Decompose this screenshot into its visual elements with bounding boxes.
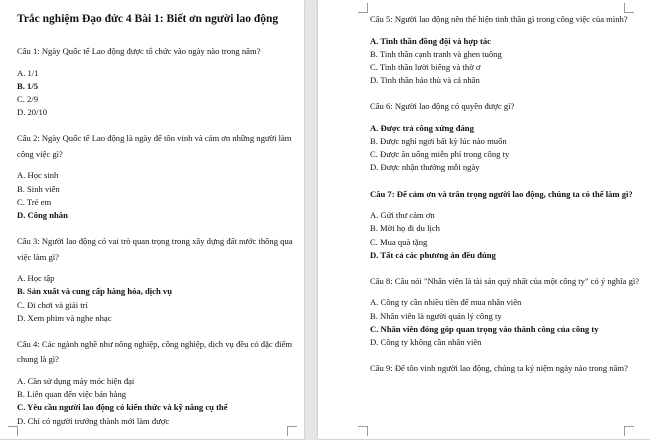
question-block <box>17 131 297 222</box>
answer-option: B. Được nghỉ ngơi bất kỳ lúc nào muốn <box>370 136 507 147</box>
question-text <box>17 337 297 368</box>
answer-option-correct: C. Nhân viên đóng góp quan trọng vào thành công của công ty <box>370 323 599 334</box>
question-text <box>370 12 640 28</box>
answer-option-correct: B. Sản xuất và cung cấp hàng hóa, dịch vụ <box>17 286 172 297</box>
document-page-left <box>0 0 304 439</box>
question-body: Người lao động có quyền được gì? <box>392 101 515 112</box>
document-title: Trắc nghiệm Đạo đức 4 Bài 1: Biết ơn người lao động <box>17 13 279 25</box>
answer-option-correct: D. Công nhân <box>17 209 68 220</box>
answer-option-correct: C. Yêu cầu người lao động có kiến thức và kỹ năng cụ thể <box>17 402 228 413</box>
page-corner-mark <box>358 426 368 436</box>
question-number: Câu 1: <box>17 46 40 56</box>
answer-option-correct: D. Tất cả các phương án đều đúng <box>370 249 496 260</box>
question-body: : Người lao động nên thể hiện tinh thần gì trong công việc của mình? <box>390 14 628 24</box>
answer-option: D. Chỉ có người trưởng thành mới làm được <box>17 415 170 426</box>
answer-option-correct: B. 1/5 <box>17 80 39 91</box>
question-number: Câu 8: <box>370 275 393 286</box>
answer-option: C. Được ăn uống miễn phí trong công ty <box>370 149 510 160</box>
question-list-left <box>17 44 297 428</box>
answer-option: C. 2/9 <box>17 93 39 104</box>
answer-option: D. Tinh thần báo thù và cá nhân <box>370 75 480 86</box>
answer-option: B. Sinh viên <box>17 183 60 194</box>
question-text <box>17 44 297 60</box>
page-corner-mark <box>358 3 368 13</box>
answer-option: D. Được nhận thưởng mỗi ngày <box>370 162 480 173</box>
question-body: Để tôn vinh người lao động, chúng ta kỷ niệm ngày nào trong năm? <box>392 363 628 374</box>
answer-option-correct: A. Tinh thần đồng đội và hợp tác <box>370 35 491 46</box>
answer-option: D. 20/10 <box>17 107 48 118</box>
answer-option: C. Mua quà tặng <box>370 236 428 247</box>
question-block <box>370 361 640 377</box>
answer-option: B. Nhân viên là người quản lý công ty <box>370 310 502 321</box>
question-body: : Người lao động có vai trò quan trọng trong xây dựng đất nước thông qua việc làm gì? <box>17 236 293 262</box>
question-number: Câu 3 <box>17 236 38 247</box>
question-number: Câu 9: <box>370 363 393 374</box>
answer-option: C. Đi chơi và giải trí <box>17 299 88 310</box>
question-block <box>370 187 640 262</box>
question-text <box>17 131 297 162</box>
answer-option-correct: A. Được trả công xứng đáng <box>370 122 474 133</box>
question-body: Câu nói "Nhân viên là tài sản quý nhất của một công ty" có ý nghĩa gì? <box>392 275 640 286</box>
question-number: Câu 7: <box>370 188 395 199</box>
answer-option: D. Xem phim và nghe nhạc <box>17 312 112 323</box>
page-content-right <box>370 12 640 389</box>
answer-option: B. Mời họ đi du lịch <box>370 223 440 234</box>
question-block <box>370 12 640 87</box>
question-text <box>370 274 640 290</box>
answer-option: B. Liên quan đến việc bán hàng <box>17 389 127 400</box>
question-list-right <box>370 12 640 377</box>
question-body: : Ngày Quốc tế Lao động là ngày để tôn vinh và cảm ơn những người làm công việc gì? <box>17 133 292 159</box>
page-corner-mark <box>624 426 634 436</box>
answer-option: C. Tinh thần lười biếng và thờ ơ <box>370 61 481 72</box>
answer-option: A. Cần sử dụng máy móc hiện đại <box>17 375 135 386</box>
question-block <box>17 337 297 428</box>
question-body: Ngày Quốc tế Lao động được tổ chức vào ngày nào trong năm? <box>39 46 261 56</box>
question-body: : Các ngành nghề như nông nghiệp, công nghiệp, dịch vụ đều có đặc điểm chung là gì? <box>17 338 293 365</box>
question-body: Để cảm ơn và trân trọng người lao động, chúng ta có thể làm gì? <box>394 188 633 199</box>
document-page-right <box>318 0 650 439</box>
answer-option: A. 1/1 <box>17 67 39 78</box>
question-block <box>370 274 640 349</box>
question-number: Câu 5 <box>370 14 391 24</box>
question-number: Câu 2 <box>17 133 38 144</box>
question-number: Câu 4 <box>17 338 38 349</box>
question-text <box>370 99 640 115</box>
answer-option: A. Học sinh <box>17 170 59 181</box>
question-text <box>370 361 640 377</box>
question-block <box>17 234 297 325</box>
question-text <box>17 234 297 265</box>
question-number: Câu 6: <box>370 101 393 112</box>
answer-option: B. Tinh thần cạnh tranh và ghen tuông <box>370 48 502 59</box>
answer-option: A. Gửi thư cảm ơn <box>370 210 435 221</box>
answer-option: C. Trẻ em <box>17 196 52 207</box>
question-text <box>370 187 640 203</box>
question-block <box>17 44 297 119</box>
page-content-left <box>17 12 297 440</box>
answer-option: D. Công ty không cần nhân viên <box>370 337 482 348</box>
answer-option: A. Học tập <box>17 273 55 284</box>
question-block <box>370 99 640 174</box>
answer-option: A. Công ty cần nhiều tiền để mua nhân viên <box>370 297 522 308</box>
